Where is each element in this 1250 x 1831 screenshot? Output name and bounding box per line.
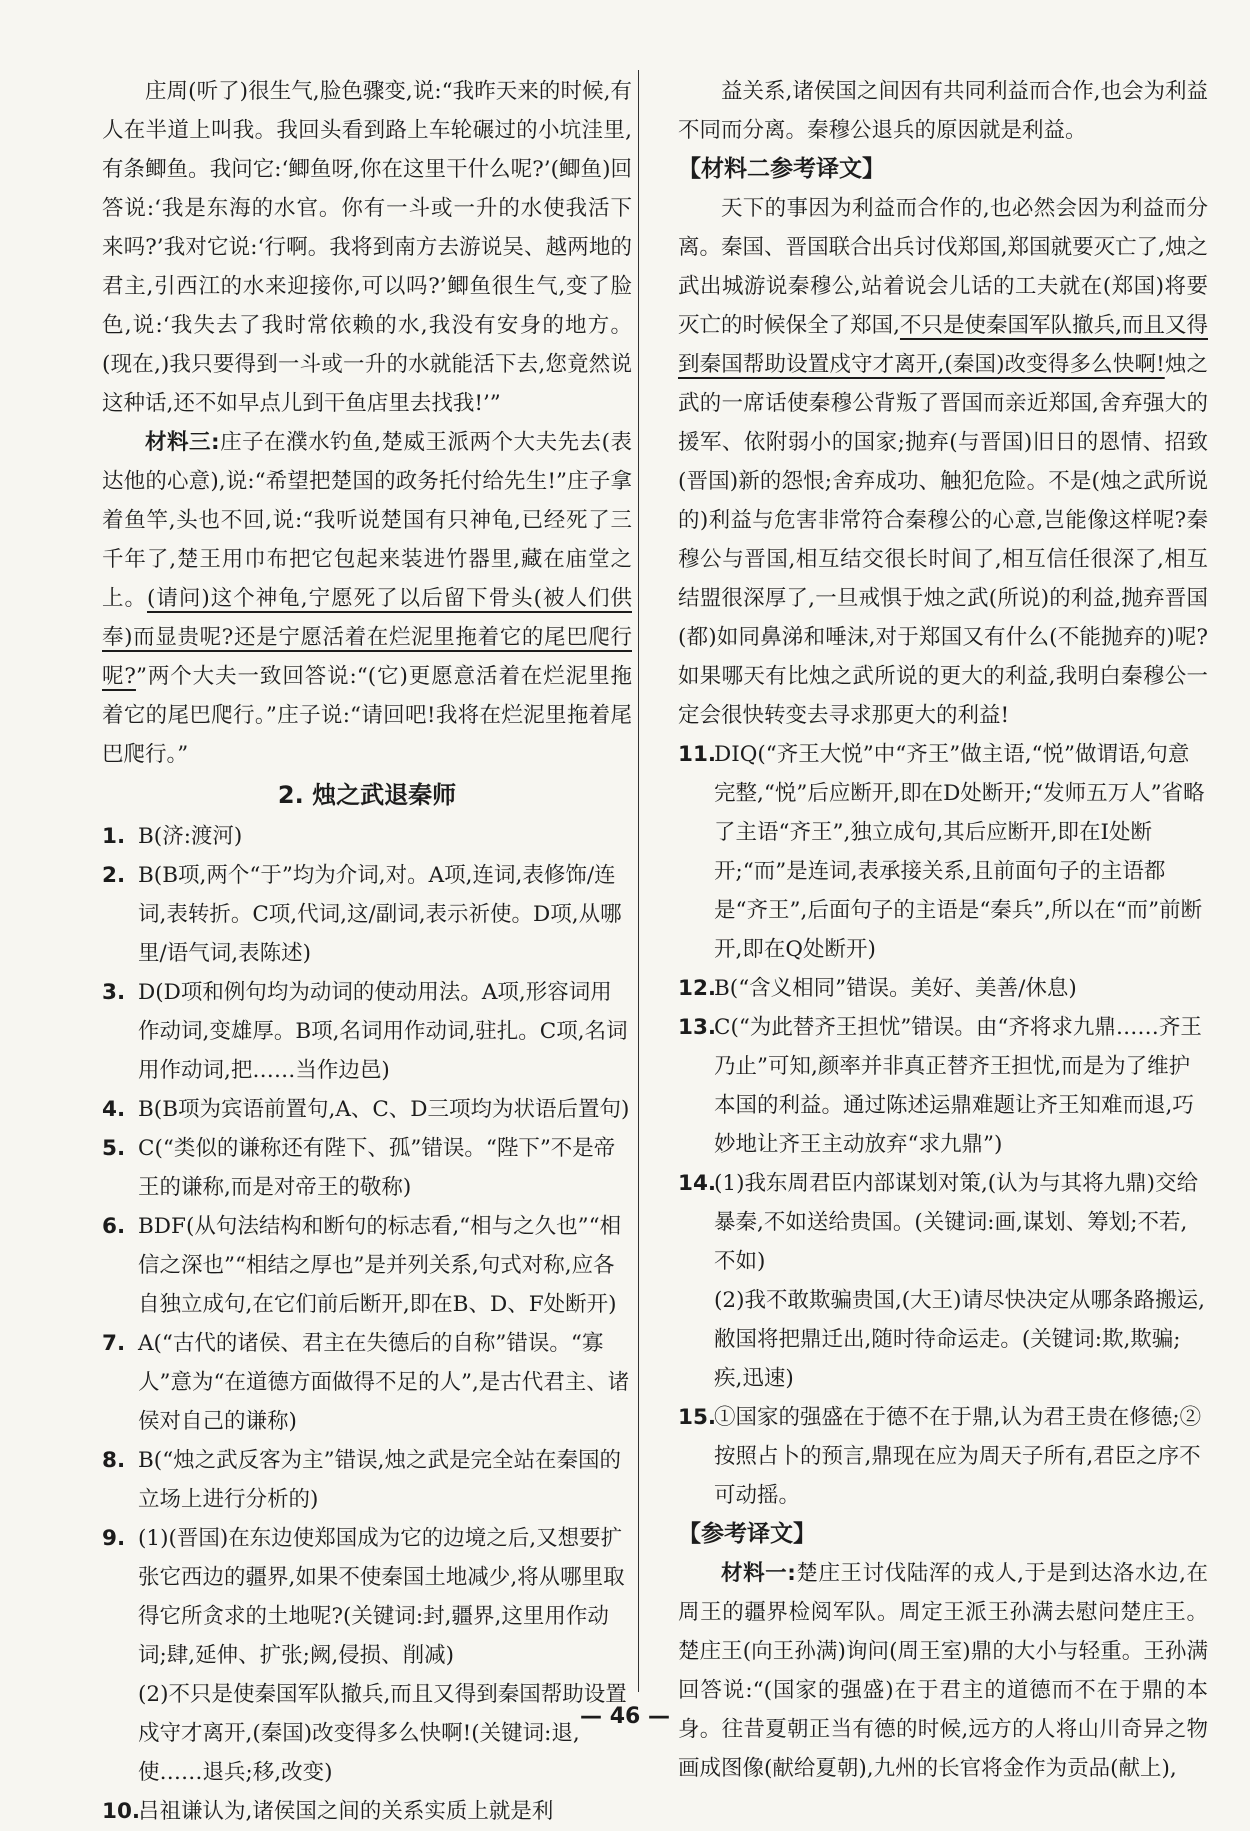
- material-label: 材料三:: [145, 430, 220, 455]
- item-text: B(B项,两个“于”均为介词,对。A项,连词,表修饰/连词,表转折。C项,代词,这/副词,表示祈使。D项,从哪里/语气词,表陈述): [138, 863, 622, 966]
- item-number: 13.: [678, 1015, 717, 1040]
- answer-item: [102, 1129, 632, 1207]
- item-text: (2)不只是使秦国军队撤兵,而且又得到秦国帮助设置戍守才离开,(秦国)改变得多么快啊!(关键词:退,使……退兵;移,改变): [138, 1682, 627, 1785]
- item-number: 15.: [678, 1405, 717, 1430]
- text: 天下的事因为利益而合作的,也必然会因为利益而分离。秦国、晋国联合出兵讨伐郑国,郑国就要灭亡了,烛之武出城游说秦穆公,站着说会儿话的工夫就在(郑国)将要灭亡的时候保全了郑国,: [678, 196, 1208, 338]
- item-number: 8.: [102, 1448, 126, 1473]
- material-label: 材料一:: [721, 1561, 796, 1586]
- answer-item: [678, 1008, 1208, 1164]
- item-number: 7.: [102, 1331, 126, 1356]
- item-number: 14.: [678, 1171, 717, 1196]
- item-number: 10.: [102, 1799, 141, 1824]
- item-text: B(“烛之武反客为主”错误,烛之武是完全站在秦国的立场上进行分析的): [138, 1448, 622, 1512]
- answer-item: [678, 1398, 1208, 1515]
- item-text: DIQ(“齐王大悦”中“齐王”做主语,“悦”做谓语,句意完整,“悦”后应断开,即在D处断开;“发师五万人”省略了主语“齐王”,独立成句,其后应断开,即在I处断开;“而”是连词,表承接关系,且前面句子的主语都是“齐王”,后面句子的主语是“秦兵”,所以在“而”前断开,即在Q处断开): [714, 742, 1205, 962]
- answer-item: [102, 1441, 632, 1519]
- answer-item: [102, 817, 632, 856]
- item-text: (1)(晋国)在东边使郑国成为它的边境之后,又想要扩张它西边的疆界,如果不使秦国土地减少,将从哪里取得它所贪求的土地呢?(关键词:封,疆界,这里用作动词;肆,延伸、扩张;阙,侵损、削减): [138, 1526, 625, 1668]
- item-text: A(“古代的诸侯、君主在失德后的自称”错误。“寡人”意为“在道德方面做得不足的人”,是古代君主、诸侯对自己的谦称): [138, 1331, 630, 1434]
- item-text: B(济:渡河): [138, 824, 243, 849]
- answer-item: [102, 1090, 632, 1129]
- item-number: 12.: [678, 976, 717, 1001]
- item-text: D(D项和例句均为动词的使动用法。A项,形容词用作动词,变雄厚。B项,名词用作动词,驻扎。C项,名词用作动词,把……当作边邑): [138, 980, 628, 1083]
- answer-item: [678, 969, 1208, 1008]
- section-heading: 【材料二参考译文】: [678, 156, 885, 182]
- answer-item: [102, 1207, 632, 1324]
- answer-item: [102, 1324, 632, 1441]
- column-divider: [638, 70, 639, 1692]
- paragraph: 庄周(听了)很生气,脸色骤变,说:“我昨天来的时候,有人在半道上叫我。我回头看到路上车轮碾过的小坑洼里,有条鲫鱼。我问它:‘鲫鱼呀,你在这里干什么呢?’(鲫鱼)回答说:‘我是东海的水官。你有一斗或一升的水使我活下来吗?’我对它说:‘行啊。我将到南方去游说吴、越两地的君主,引西江的水来迎接你,可以吗?’鲫鱼很生气,变了脸色,说:‘我失去了我时常依赖的水,我没有安身的地方。(现在,)我只要得到一斗或一升的水就能活下去,您竟然说这种话,还不如早点儿到干鱼店里去找我!’”: [102, 79, 632, 416]
- item-text: C(“为此替齐王担忧”错误。由“齐将求九鼎……齐王乃止”可知,颜率并非真正替齐王担忧,而是为了维护本国的利益。通过陈述运鼎难题让齐王知难而退,巧妙地让齐王主动放弃“求九鼎”): [714, 1015, 1202, 1157]
- item-text: ①国家的强盛在于德不在于鼎,认为君王贵在修德;②按照占卜的预言,鼎现在应为周天子所有,君臣之序不可动摇。: [714, 1405, 1202, 1508]
- paragraph-material-two: [678, 189, 1208, 735]
- item-text: B(B项为宾语前置句,A、C、D三项均为状语后置句): [138, 1097, 630, 1122]
- item-number: 3.: [102, 980, 126, 1005]
- item-text: 吕祖谦认为,诸侯国之间的关系实质上就是利: [138, 1799, 554, 1824]
- underlined-text: (请问)这个神龟,宁愿死了以后留下骨头(被人们供奉)而显贵呢?还是宁愿活着在烂泥里拖着它的尾巴爬行呢?: [102, 586, 632, 689]
- text: 烛之武的一席话使秦穆公背叛了晋国而亲近郑国,舍弃强大的援军、依附弱小的国家;抛弃(与晋国)旧日的恩情、招致(晋国)新的怨恨;舍弃成功、触犯危险。不是(烛之武所说的)利益与危害非常符合秦穆公的心意,岂能像这样呢?秦穆公与晋国,相互结交很长时间了,相互信任很深了,相互结盟很深厚了,一旦戒惧于烛之武(所说)的利益,抛弃晋国(都)如同鼻涕和唾沫,对于郑国又有什么(不能抛弃的)呢?如果哪天有比烛之武所说的更大的利益,我明白秦穆公一定会很快转变去寻求那更大的利益!: [678, 352, 1208, 728]
- answer-item: [678, 1164, 1208, 1398]
- item-text: (2)我不敢欺骗贵国,(大王)请尽快决定从哪条路搬运,敝国将把鼎迁出,随时待命运走。(关键词:欺,欺骗;疾,迅速): [714, 1288, 1205, 1391]
- item-number: 5.: [102, 1136, 126, 1161]
- item-text: C(“类似的谦称还有陛下、孤”错误。“陛下”不是帝王的谦称,而是对帝王的敬称): [138, 1136, 616, 1200]
- right-column: [678, 72, 1208, 1788]
- section-heading: 【参考译文】: [678, 1521, 816, 1547]
- answer-item: [102, 856, 632, 973]
- item-text: B(“含义相同”错误。美好、美善/休息): [714, 976, 1077, 1001]
- answer-list: [102, 817, 632, 1519]
- paragraph: 益关系,诸侯国之间因有共同利益而合作,也会为利益不同而分离。秦穆公退兵的原因就是利益。: [678, 79, 1208, 143]
- text: 庄子在濮水钓鱼,楚威王派两个大夫先去(表达他的心意),说:“希望把楚国的政务托付给先生!”庄子拿着鱼竿,头也不回,说:“我听说楚国有只神龟,已经死了三千年了,楚王用巾布把它包起来装进竹器里,藏在庙堂之上。: [102, 430, 632, 611]
- item-number: 9.: [102, 1526, 126, 1551]
- answer-list: [678, 735, 1208, 1164]
- page-number: — 46 —: [580, 1704, 670, 1729]
- answer-item: [102, 1792, 632, 1831]
- answer-item: [102, 1519, 632, 1792]
- item-number: 1.: [102, 824, 126, 849]
- item-text: (1)我东周君臣内部谋划对策,(认为与其将九鼎)交给暴秦,不如送给贵国。(关键词:画,谋划、筹划;不若,不如): [714, 1171, 1199, 1274]
- text: ”两个大夫一致回答说:“(它)更愿意活着在烂泥里拖着它的尾巴爬行。”庄子说:“请回吧!我将在烂泥里拖着尾巴爬行。”: [102, 664, 632, 767]
- item-number: 2.: [102, 863, 126, 888]
- item-number: 11.: [678, 742, 717, 767]
- text: 楚庄王讨伐陆浑的戎人,于是到达洛水边,在周王的疆界检阅军队。周定王派王孙满去慰问楚庄王。楚庄王(向王孙满)询问(周王室)鼎的大小与轻重。王孙满回答说:“(国家的强盛)在于君主的道德而不在于鼎的本身。往昔夏朝正当有德的时候,远方的人将山川奇异之物画成图像(献给夏朝),九州的长官将金作为贡品(献上),: [678, 1561, 1208, 1781]
- paragraph-material-three: [102, 423, 632, 774]
- answer-item: [678, 735, 1208, 969]
- section-title: 2. 烛之武退秦师: [277, 781, 457, 809]
- left-column: [102, 72, 632, 1831]
- answer-item: [102, 973, 632, 1090]
- item-number: 4.: [102, 1097, 126, 1122]
- item-number: 6.: [102, 1214, 126, 1239]
- underlined-text: 不只是使秦国军队撤兵,而且又得到秦国帮助设置戍守才离开,(秦国)改变得多么快啊!: [678, 313, 1208, 377]
- item-text: BDF(从句法结构和断句的标志看,“相与之久也”“相信之深也”“相结之厚也”是并列关系,句式对称,应各自独立成句,在它们前后断开,即在B、D、F处断开): [138, 1214, 622, 1317]
